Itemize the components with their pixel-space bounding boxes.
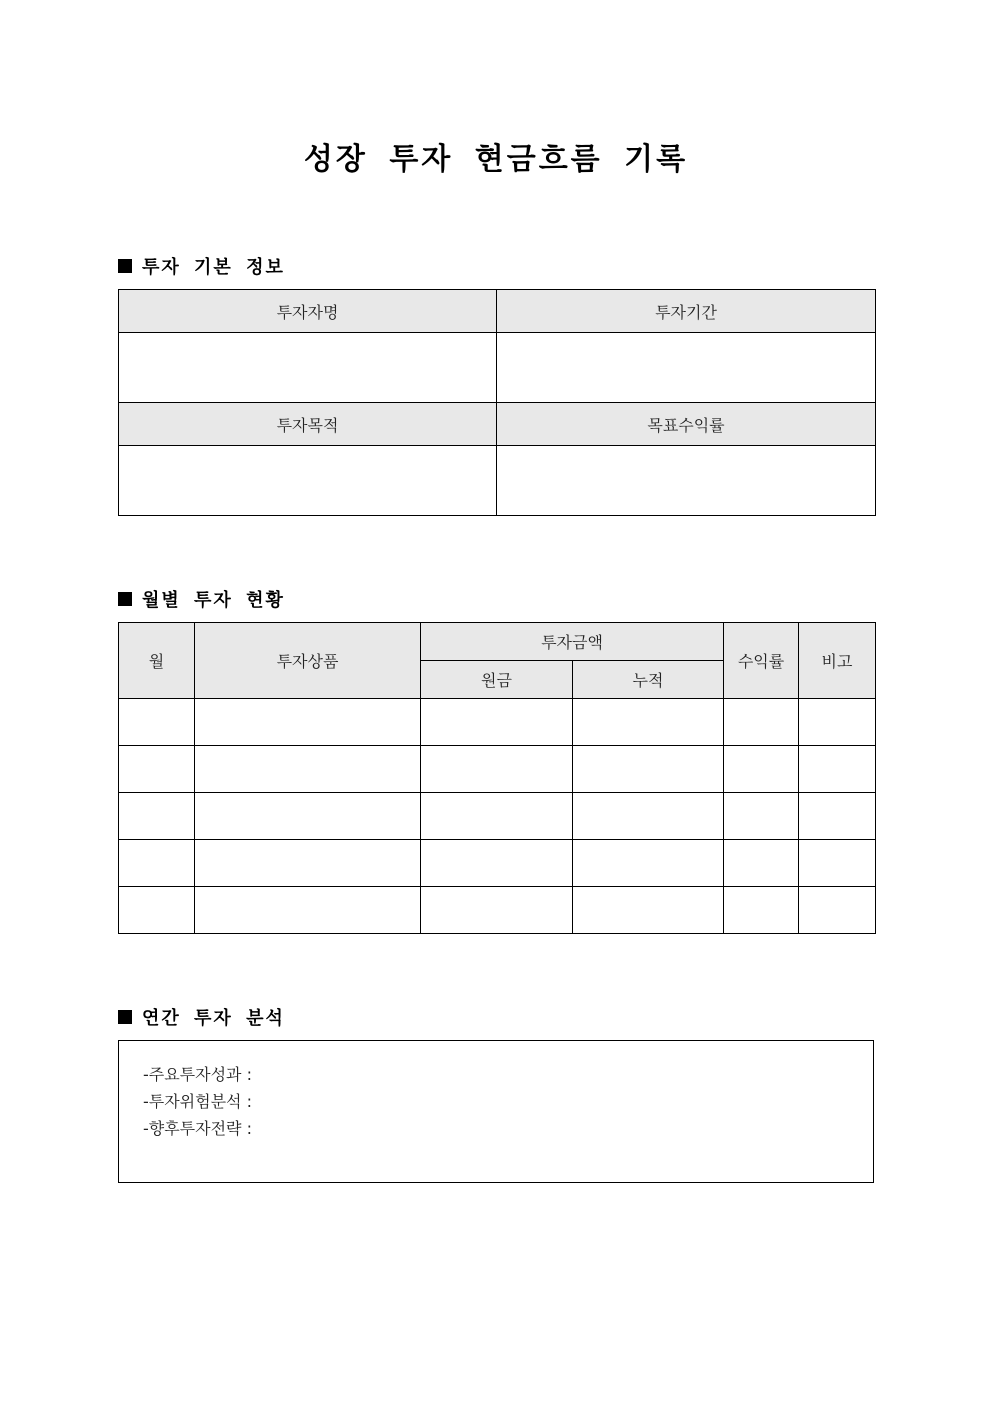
principal-cell[interactable] [421,887,573,934]
section-title: 투자 기본 정보 [142,257,285,278]
black-square-icon [118,1010,132,1024]
future-strategy-label: -향후투자전략 : [143,1119,252,1138]
header-note: 비고 [799,623,876,699]
black-square-icon [118,592,132,606]
month-cell[interactable] [119,699,195,746]
table-row [119,887,876,934]
header-principal: 원금 [421,661,573,699]
section-heading-monthly-status [118,586,285,612]
section-title: 연간 투자 분석 [142,1008,285,1029]
cumulative-cell[interactable] [573,699,724,746]
table-header-row [119,623,876,661]
analysis-lines [143,1061,252,1142]
note-cell[interactable] [799,699,876,746]
product-cell[interactable] [195,840,421,887]
product-cell[interactable] [195,887,421,934]
cumulative-cell[interactable] [573,793,724,840]
investment-period-field[interactable] [497,333,876,403]
basic-info-table [118,289,876,516]
table-row [119,333,876,403]
header-product: 투자상품 [195,623,421,699]
principal-cell[interactable] [421,840,573,887]
cumulative-cell[interactable] [573,887,724,934]
cumulative-cell[interactable] [573,746,724,793]
month-cell[interactable] [119,887,195,934]
return-rate-cell[interactable] [724,793,799,840]
return-rate-cell[interactable] [724,699,799,746]
cumulative-cell[interactable] [573,840,724,887]
table-row [119,793,876,840]
header-target-return: 목표수익률 [497,403,876,446]
principal-cell[interactable] [421,699,573,746]
header-investor-name: 투자자명 [119,290,497,333]
product-cell[interactable] [195,699,421,746]
investor-name-field[interactable] [119,333,497,403]
header-investment-purpose: 투자목적 [119,403,497,446]
table-row [119,699,876,746]
section-heading-annual-analysis [118,1004,285,1030]
section-title: 월별 투자 현황 [142,590,285,611]
return-rate-cell[interactable] [724,840,799,887]
header-amount: 투자금액 [421,623,724,661]
return-rate-cell[interactable] [724,887,799,934]
header-investment-period: 투자기간 [497,290,876,333]
table-row [119,840,876,887]
key-performance-label: -주요투자성과 : [143,1065,252,1084]
table-row [119,446,876,516]
table-header-row [119,403,876,446]
header-cumulative: 누적 [573,661,724,699]
black-square-icon [118,259,132,273]
document-title: 성장 투자 현금흐름 기록 [303,142,689,177]
product-cell[interactable] [195,793,421,840]
annual-analysis-box[interactable] [118,1040,874,1183]
month-cell[interactable] [119,840,195,887]
month-cell[interactable] [119,746,195,793]
header-return-rate: 수익률 [724,623,799,699]
header-month: 월 [119,623,195,699]
month-cell[interactable] [119,793,195,840]
principal-cell[interactable] [421,793,573,840]
risk-analysis-label: -투자위험분석 : [143,1092,252,1111]
note-cell[interactable] [799,840,876,887]
product-cell[interactable] [195,746,421,793]
monthly-status-table [118,622,876,934]
return-rate-cell[interactable] [724,746,799,793]
note-cell[interactable] [799,887,876,934]
note-cell[interactable] [799,793,876,840]
target-return-field[interactable] [497,446,876,516]
table-header-row [119,290,876,333]
note-cell[interactable] [799,746,876,793]
principal-cell[interactable] [421,746,573,793]
investment-purpose-field[interactable] [119,446,497,516]
section-heading-basic-info [118,253,285,279]
table-row [119,746,876,793]
